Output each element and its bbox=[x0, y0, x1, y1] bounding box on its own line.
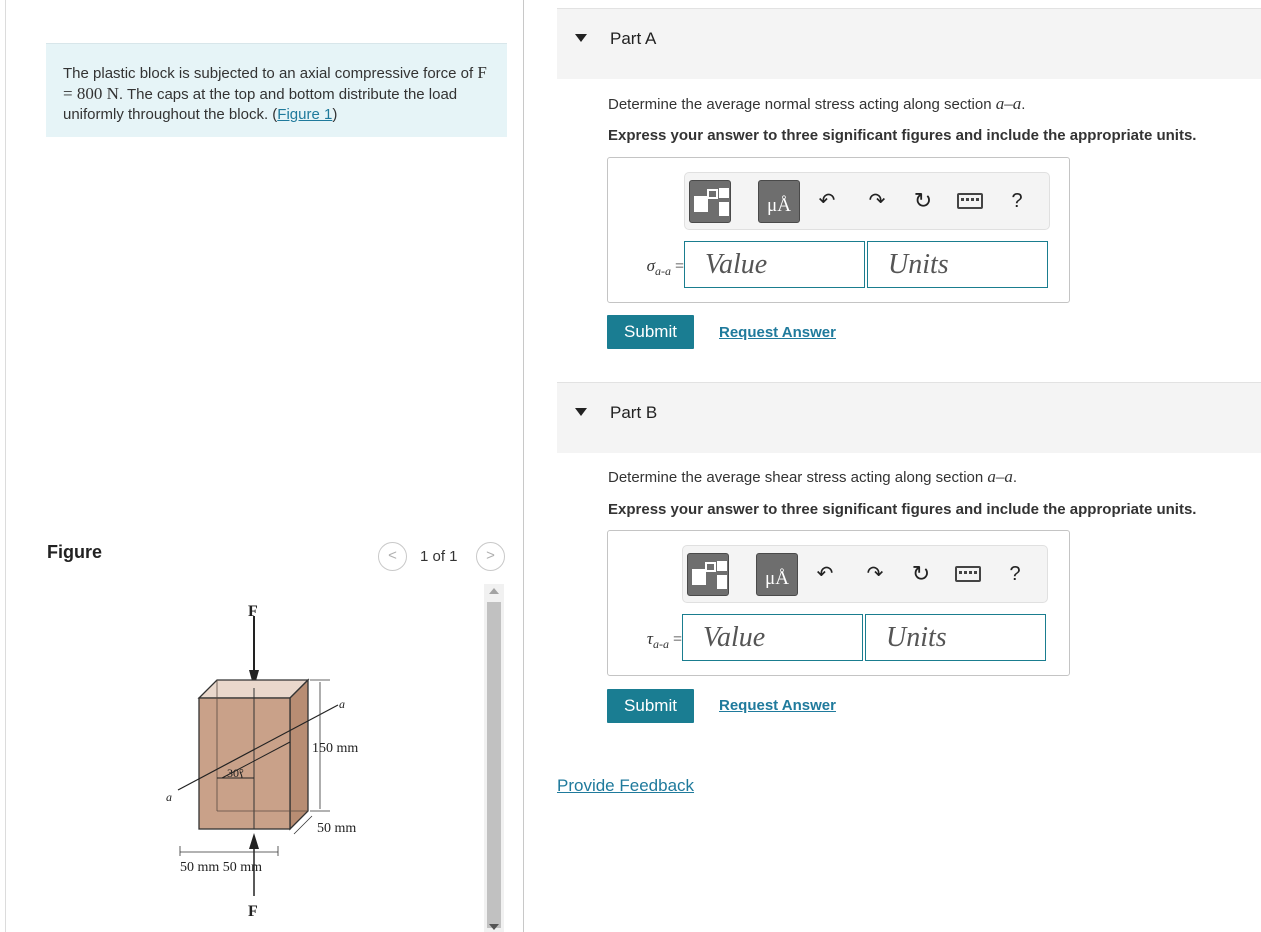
part-a-question bbox=[608, 94, 1025, 114]
undo-icon[interactable]: ↶ bbox=[816, 563, 834, 585]
part-a-question-text: Determine the average normal stress acting along section bbox=[608, 96, 996, 113]
equals-sign: = bbox=[672, 631, 682, 648]
figure-link[interactable]: Figure 1 bbox=[277, 106, 333, 123]
help-icon[interactable]: ? bbox=[1011, 190, 1023, 212]
tau-symbol: τ bbox=[646, 629, 653, 648]
part-a-answer-label bbox=[618, 256, 684, 279]
template-block-icon bbox=[694, 196, 708, 212]
part-a-value-input[interactable]: Value bbox=[684, 241, 865, 288]
part-b-answer-box bbox=[607, 530, 1070, 676]
block-side-face bbox=[290, 680, 308, 829]
template-bottom-icon bbox=[719, 202, 729, 216]
part-a-header[interactable] bbox=[557, 8, 1261, 79]
keyboard-icon[interactable] bbox=[957, 193, 983, 209]
part-b-submit-button[interactable]: Submit bbox=[607, 689, 694, 723]
figure-title: Figure bbox=[47, 542, 103, 562]
part-b-question-end: . bbox=[1012, 469, 1018, 486]
width-label: 50 mm 50 mm bbox=[180, 860, 263, 875]
scroll-thumb[interactable] bbox=[487, 602, 501, 928]
part-b-request-answer-link[interactable]: Request Answer bbox=[719, 697, 836, 714]
part-b-answer-label bbox=[616, 629, 682, 652]
angle-label: 30° bbox=[227, 766, 244, 780]
part-a-section-math: a–a bbox=[995, 94, 1022, 113]
template-box-icon bbox=[707, 189, 718, 199]
part-b-value-input[interactable]: Value bbox=[682, 614, 863, 661]
problem-statement bbox=[46, 43, 507, 137]
part-a-answer-box bbox=[607, 157, 1070, 303]
block-front-face bbox=[199, 698, 290, 829]
part-b-question bbox=[608, 467, 1017, 487]
scroll-down-arrow-icon[interactable] bbox=[489, 924, 499, 930]
part-b-toolbar bbox=[682, 545, 1048, 603]
figure-pager-text: 1 of 1 bbox=[420, 548, 458, 565]
part-b-section-math: a–a bbox=[987, 467, 1013, 486]
template-block-icon bbox=[692, 569, 706, 585]
redo-icon[interactable]: ↷ bbox=[866, 563, 884, 585]
problem-text-close: ) bbox=[332, 106, 338, 123]
redo-icon[interactable]: ↷ bbox=[868, 190, 886, 212]
provide-feedback-link[interactable]: Provide Feedback bbox=[557, 776, 695, 795]
part-a-title: Part A bbox=[610, 29, 657, 48]
reset-icon[interactable]: ↻ bbox=[911, 561, 931, 586]
figure-image bbox=[46, 584, 482, 932]
caret-down-icon bbox=[575, 408, 587, 416]
help-icon[interactable]: ? bbox=[1009, 563, 1021, 585]
template-box-icon bbox=[705, 562, 716, 572]
part-a-units-input[interactable]: Units bbox=[867, 241, 1048, 288]
section-label-left: a bbox=[166, 790, 172, 804]
part-b-instruction: Express your answer to three significant figures and include the appropriate units. bbox=[608, 501, 1197, 518]
part-b-units-input[interactable]: Units bbox=[865, 614, 1046, 661]
template-top-icon bbox=[717, 561, 727, 571]
keyboard-icon[interactable] bbox=[955, 566, 981, 582]
templates-button[interactable] bbox=[689, 180, 731, 223]
part-b-title: Part B bbox=[610, 403, 658, 422]
undo-icon[interactable]: ↶ bbox=[818, 190, 836, 212]
units-button[interactable]: μÅ bbox=[756, 553, 798, 596]
units-button[interactable]: μÅ bbox=[758, 180, 800, 223]
problem-text-before: The plastic block is subjected to an axial compressive force of bbox=[63, 65, 478, 82]
part-a-subscript: a-a bbox=[654, 264, 671, 279]
template-top-icon bbox=[719, 188, 729, 198]
sigma-symbol: σ bbox=[646, 256, 655, 275]
force-label-bottom: F bbox=[248, 903, 258, 920]
block-diagram bbox=[46, 584, 482, 932]
part-b-header[interactable] bbox=[557, 382, 1261, 453]
part-a-toolbar bbox=[684, 172, 1050, 230]
reset-icon[interactable]: ↻ bbox=[913, 188, 933, 213]
part-a-question-end: . bbox=[1021, 96, 1026, 113]
caret-down-icon bbox=[575, 34, 587, 42]
template-bottom-icon bbox=[717, 575, 727, 589]
scroll-up-arrow-icon[interactable] bbox=[489, 588, 499, 594]
part-a-instruction: Express your answer to three significant figures and include the appropriate units. bbox=[608, 127, 1197, 144]
left-panel bbox=[0, 0, 524, 932]
figure-scrollbar[interactable] bbox=[484, 584, 504, 932]
problem-text-after: . The caps at the top and bottom distribute the load uniformly throughout the block. ( bbox=[63, 86, 458, 123]
figure-next-button[interactable]: > bbox=[476, 542, 505, 571]
left-edge-divider bbox=[0, 0, 6, 932]
equals-sign: = bbox=[674, 258, 684, 275]
part-a-submit-button[interactable]: Submit bbox=[607, 315, 694, 349]
force-value: F = 800 N bbox=[63, 63, 487, 103]
part-b-subscript: a-a bbox=[652, 637, 669, 652]
part-a-request-answer-link[interactable]: Request Answer bbox=[719, 324, 836, 341]
section-label-top: a bbox=[339, 697, 345, 711]
height-label: 150 mm bbox=[312, 741, 359, 756]
figure-prev-button[interactable]: < bbox=[378, 542, 407, 571]
depth-label: 50 mm bbox=[317, 821, 357, 836]
templates-button[interactable] bbox=[687, 553, 729, 596]
force-label-top: F bbox=[248, 603, 258, 620]
part-b-question-text: Determine the average shear stress acting along section bbox=[608, 469, 988, 486]
